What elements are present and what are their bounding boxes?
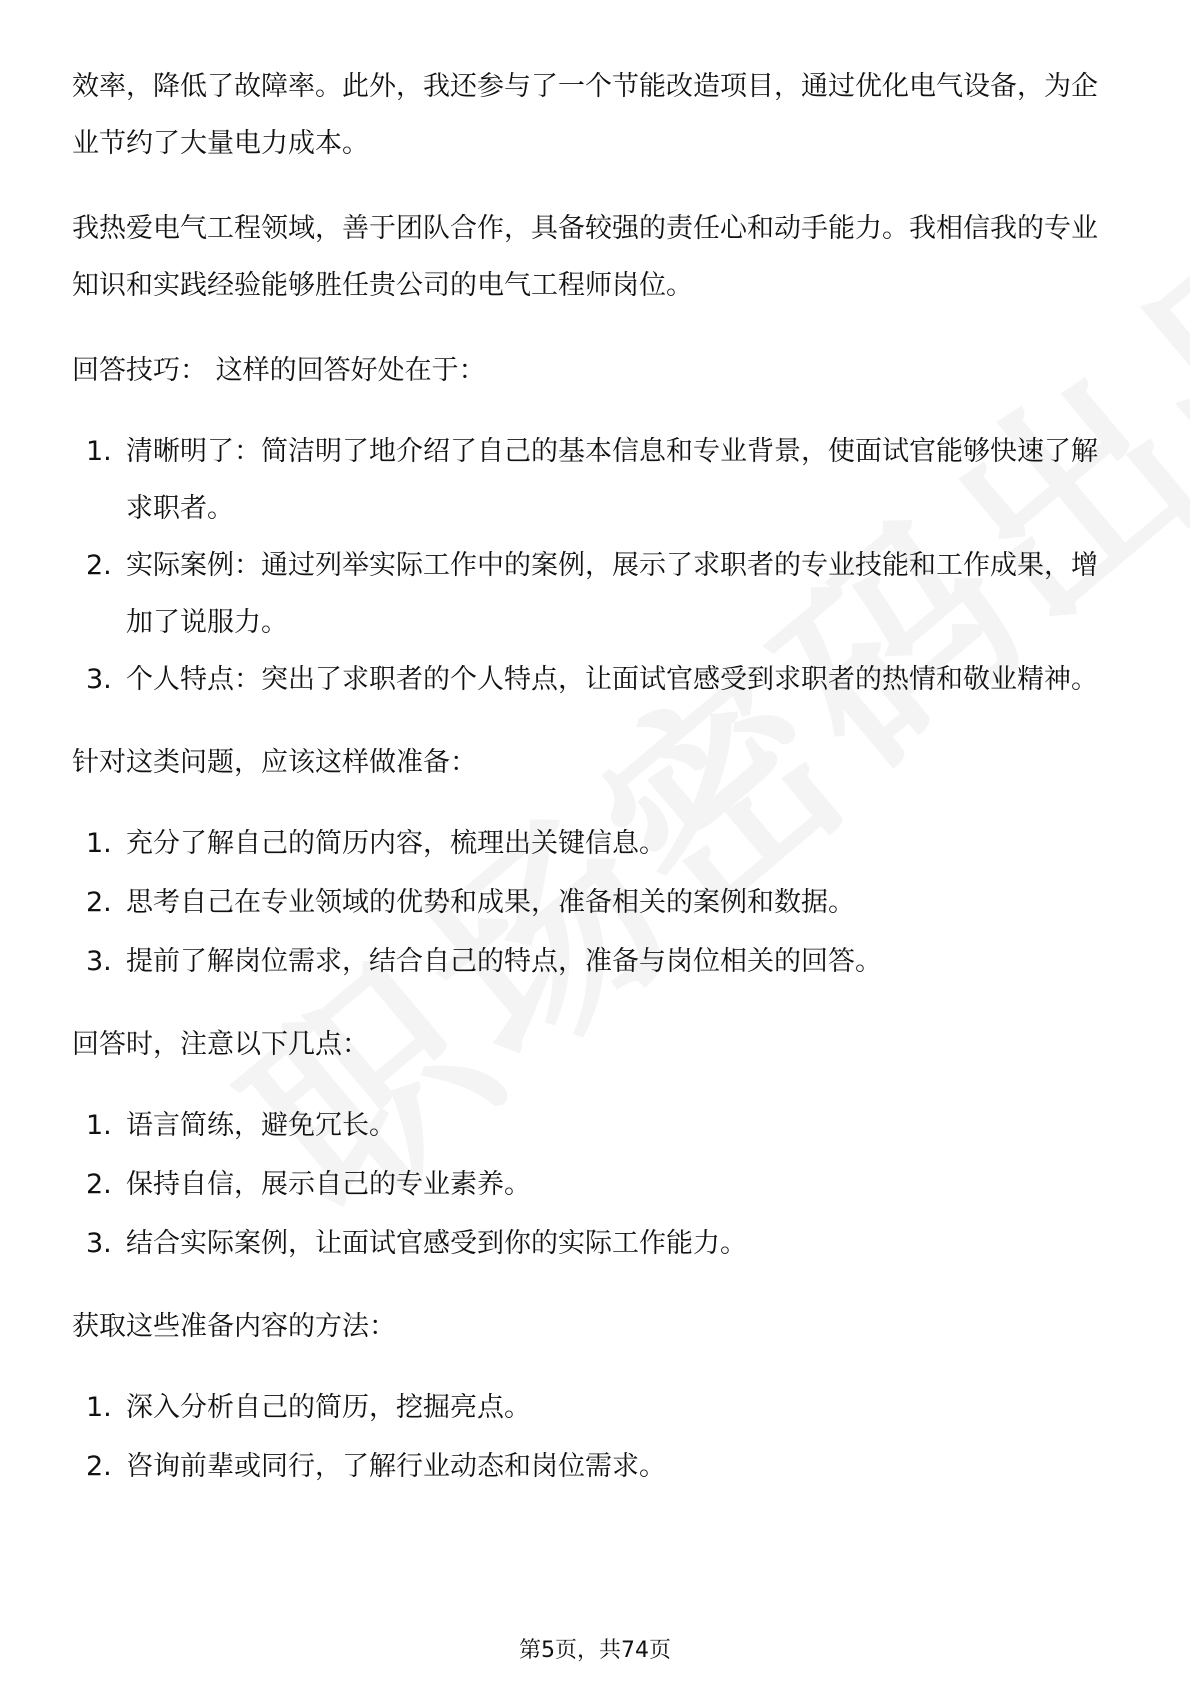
list-number: 2. [86, 887, 112, 918]
list-item [72, 537, 1122, 651]
list-number: 3. [86, 946, 112, 977]
list-text: 实际案例：通过列举实际工作中的案例，展示了求职者的专业技能和工作成果，增加了说服力。 [126, 550, 1098, 638]
list-text: 深入分析自己的简历，挖掘亮点。 [126, 1392, 531, 1423]
notes-heading: 回答时，注意以下几点： [72, 1029, 369, 1060]
list-number: 2. [86, 550, 112, 581]
methods-heading: 获取这些准备内容的方法： [72, 1311, 396, 1342]
page-footer: 第5页，共74页 [519, 1638, 671, 1663]
list-text: 语言简练，避免冗长。 [126, 1110, 396, 1141]
page-content [72, 58, 1122, 1521]
list-text: 思考自己在专业领域的优势和成果，准备相关的案例和数据。 [126, 887, 855, 918]
list-number: 1. [86, 1110, 112, 1141]
list-text: 咨询前辈或同行，了解行业动态和岗位需求。 [126, 1451, 666, 1482]
list-number: 3. [86, 1228, 112, 1259]
list-item [72, 1379, 1122, 1436]
list-number: 1. [86, 1392, 112, 1423]
list-text: 结合实际案例，让面试官感受到你的实际工作能力。 [126, 1228, 747, 1259]
list-item [72, 1438, 1122, 1495]
list-item [72, 933, 1122, 990]
list-number: 1. [86, 436, 112, 467]
prepare-list [72, 815, 1122, 990]
list-item [72, 423, 1122, 537]
list-text: 保持自信，展示自己的专业素养。 [126, 1169, 531, 1200]
list-item [72, 815, 1122, 872]
list-item [72, 1097, 1122, 1154]
notes-list [72, 1097, 1122, 1272]
list-item [72, 1215, 1122, 1272]
list-number: 3. [86, 664, 112, 695]
intro-paragraph-1: 效率，降低了故障率。此外，我还参与了一个节能改造项目，通过优化电气设备，为企业节约了大量电力成本。 [72, 71, 1098, 159]
methods-list [72, 1379, 1122, 1495]
list-text: 个人特点：突出了求职者的个人特点，让面试官感受到求职者的热情和敬业精神。 [126, 664, 1098, 695]
list-text: 充分了解自己的简历内容，梳理出关键信息。 [126, 828, 666, 859]
list-text: 提前了解岗位需求，结合自己的特点，准备与岗位相关的回答。 [126, 946, 882, 977]
prepare-heading: 针对这类问题，应该这样做准备： [72, 747, 477, 778]
tips-heading: 回答技巧： 这样的回答好处在于： [72, 355, 486, 386]
list-text: 清晰明了：简洁明了地介绍了自己的基本信息和专业背景，使面试官能够快速了解求职者。 [126, 436, 1098, 524]
intro-paragraph-2: 我热爱电气工程领域，善于团队合作，具备较强的责任心和动手能力。我相信我的专业知识和实践经验能够胜任贵公司的电气工程师岗位。 [72, 213, 1098, 301]
list-number: 2. [86, 1169, 112, 1200]
tips-list [72, 423, 1122, 708]
list-number: 2. [86, 1451, 112, 1482]
list-item [72, 651, 1122, 708]
list-item [72, 1156, 1122, 1213]
list-number: 1. [86, 828, 112, 859]
list-item [72, 874, 1122, 931]
